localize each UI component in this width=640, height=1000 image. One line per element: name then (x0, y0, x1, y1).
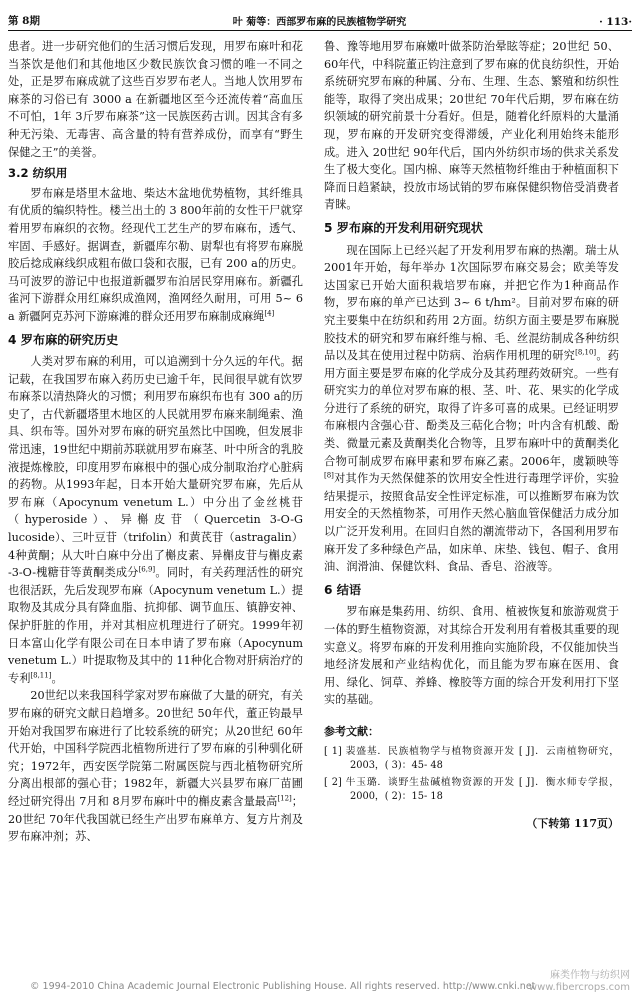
right-column (324, 38, 619, 832)
paragraph-china-research: 20世纪以来我国科学家对罗布麻做了大量的研究，有关罗布麻的研究文献日趋增多。20世纪 50年代，董正钧最早开始对我国罗布麻进行了比较系统的研究；从20世纪 60年代开始，中国科学院西北植物所进行了罗布麻的引种驯化研究；1972年，西安医学院第二附属医院与西北植物研究所分离出根部的强心苷；1982年，新疆大兴县罗布麻厂苗圃经过研究得出 7月和 8月罗布麻叶中的槲皮素含量最高[12]；20世纪 70年代我国就已经生产出罗布麻单方、复方片剂及罗布麻冲剂；苏、 (8, 689, 303, 844)
section-6-heading: 6 结语 (324, 582, 362, 597)
continued-note: （下转第 117页） (526, 816, 619, 830)
section-3-2-heading: 3.2 纺织用 (8, 166, 68, 181)
paragraph-continued: 患者。进一步研究他们的生活习惯后发现，用罗布麻叶和花当茶饮是他们和其他地区少数民族饮食习惯的唯一不同之处，正是罗布麻成就了这些百岁罗布老人。当地人饮用罗布麻茶的习俗已有 3000 a 在新疆地区至今还流传着“高血压不可怕，1年 3斤罗布麻茶”这一民族医药古训。因其含有多种无污染、无毒害、高含量的特有营养成份，而享有“野生保健之王”的美誉。 (8, 40, 303, 159)
citation: [12] (277, 794, 292, 803)
paragraph-current-status: 现在国际上已经兴起了开发利用罗布麻的热潮。瑞士从 2001年开始，每年举办 1次国际罗布麻交易会；欧美等发达国家已开始大面积栽培罗布麻，并把它作为1种商品作物，罗布麻的单产已达到 3~ 6 t/hm²。目前对罗布麻的研究主要集中在纺织和药用 2方面。纺织方面主要是罗布麻脱胶技术的研究和罗布麻纤维与棉、毛、丝混纺制成各种纺织品以及其在使用过程中防病、治病作用机理的研究[8,10]。药用方面主要是罗布麻的化学成分及其药理药效研究。一些有研究实力的单位对罗布麻的根、茎、叶、花、果实的化学成分进行了系统的研究，取得了许多可喜的成果。已经证明罗布麻根内含强心苷、酚类及三萜化合物；叶内含有机酸、酚类、微量元素及黄酮类化合物等，且罗布麻叶中的黄酮类化合物可制成罗布麻甲素和罗布麻乙素。2006年，虞颖映等[8]对其作为天然保健茶的饮用安全性进行毒理学评价，实验结果提示，按照食品安全性评定标准，可以推断罗布麻为饮用安全的天然植物茶，可用作天然心脑血管保健活力成分加以广泛开发利用。在回归自然的潮流带动下，各国利用罗布麻开发了多种绿色产品，如床单、床垫、钱包、帽子、食用油、润滑油、保健饮料、食品、香皂、浴液等。 (324, 243, 619, 574)
left-column (8, 38, 303, 846)
paragraph-textile: 罗布麻是塔里木盆地、柴达木盆地优势植物，其纤维具有优质的编织特性。楼兰出土的 3 800年前的女性干尸就穿着用罗布麻织的衣物。经现代工艺生产的罗布麻布，透气、牢固、手感好。据调查，新疆库尔勒、尉犁也有将罗布麻脱胶后捻成麻线织成粗布做口袋和衣服，已有 200 a的历史。马可波罗的游记中也报道新疆罗布泊居民穿用麻布。新疆孔雀河下游群众用红麻织成渔网，渔网经久耐用，可用 5~ 6 a 新疆阿克苏河下游麻滩的群众还用罗布麻制成麻绳[4] (8, 186, 303, 323)
citation: [8,10] (575, 348, 597, 357)
paragraph-continued-right: 鲁、豫等地用罗布麻嫩叶做茶防治晕眩等症；20世纪 50、60年代，中科院董正钧注意到了罗布麻的优良纺织性，开始系统研究罗布麻的种属、分布、生理、生态、繁殖和纺织性能等，取得了突出成果；20世纪 70年代后期，罗布麻在纺织领域的研究前景十分看好。但是，随着化纤原料的大量涌现，罗布麻的开发研究变得滞缓，产业化利用始终未能形成。进入 20世纪 90年代后，国内外纺织市场的供求关系发生了极大变化。国内棉、麻等天然植物纤维由于种植面积下降而日趋紧缺，投放市场试销的罗布麻保健织物倍受消费者青睐。 (324, 40, 619, 212)
section-4-heading: 4 罗布麻的研究历史 (8, 332, 119, 347)
copyright-footer: © 1994-2010 China Academic Journal Electronic Publishing House. All rights reserved. http://www.cnki.net (30, 981, 536, 992)
paragraph-conclusion: 罗布麻是集药用、纺织、食用、植被恢复和旅游观赏于一体的野生植物资源，对其综合开发利用有着极其重要的现实意义。将罗布麻的开发利用推向实施阶段，不仅能加快当地经济发展和产业结构优化，而且能为罗布麻在医用、食用、绿化、饲草、养蜂、橡胶等方面的综合开发利用打下坚实的基础。 (324, 605, 619, 707)
reference-item: [ 2] 牛玉璐．谈野生盐碱植物资源的开发 [ J]．衡水师专学报，2000，( 2)：15- 18 (324, 776, 619, 803)
watermark-line-1: 麻类作物与纺织网 (550, 970, 630, 981)
page-number: · 113· (599, 16, 632, 28)
citation: [8,11] (30, 671, 52, 680)
section-5-heading: 5 罗布麻的开发利用研究现状 (324, 220, 483, 235)
site-watermark (529, 970, 630, 994)
citation: [8] (324, 471, 334, 480)
page-header (8, 6, 632, 28)
issue-label: 第 8期 (8, 15, 40, 27)
reference-item: [ 1] 裴盛基．民族植物学与植物资源开发 [ J]．云南植物研究，2003，( 3)：45- 48 (324, 745, 619, 772)
citation: [4] (264, 309, 275, 318)
citation: [6,9] (138, 565, 156, 574)
references-heading: 参考文献： (324, 724, 379, 738)
paragraph-history: 人类对罗布麻的利用，可以追溯到十分久远的年代。据记载，在我国罗布麻入药历史已逾千年，民间很早就有饮罗布麻茶以清热降火的习惯；利用罗布麻织布也有 300 a的历史了，古代新疆塔里木地区的人民就用罗布麻来制绳索、渔具、织布等。国外对罗布麻的研究虽然比中国晚，但发展非常迅速，19世纪中期前苏联就用罗布麻茎、叶中所含的乳胶液提炼橡胶，印度用罗布麻根中的强心成分制取治疗心脏病的药物。从1993年起，日本开始大量研究罗布麻，先后从罗布麻（Apocynum venetum L.）中分出了金丝桃苷（hyperoside）、异槲皮苷（Quercetin 3-O-G lucoside）、三叶豆苷（trifolin）和黄芪苷（astragalin）4种黄酮；从大叶白麻中分出了槲皮素、异槲皮苷与槲皮素 -3-O-槐糖苷等黄酮类成分[6,9]。同时，有关药理活性的研究也很活跃，先后发现罗布麻（Apocynum venetum L.）提取物及其成分具有降血脂、抗抑郁、调节血压、镇静安神、保护肝脏的作用，并对其相应机理进行了研究。1999年初日本富山化学有限公司在日本申请了罗布麻（Apocynum venetum L.）叶提取物及其中的 11种化合物对肝病治疗的专利[8,11]。 (8, 355, 303, 685)
running-title: 叶 菊等：西部罗布麻的民族植物学研究 (232, 17, 407, 28)
watermark-line-2: www.fibercrops.com (528, 982, 630, 993)
header-rule (8, 30, 632, 31)
